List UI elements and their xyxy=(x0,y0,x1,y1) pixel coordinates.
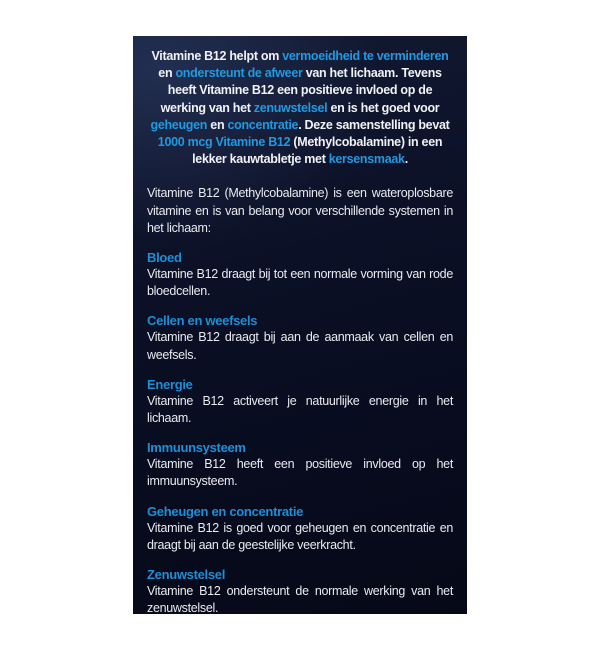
intro-text: . Deze samenstelling bevat xyxy=(298,117,450,132)
section-bloed xyxy=(147,249,453,300)
section-zenuwstelsel xyxy=(147,566,453,617)
intro-highlight-kersensmaak: kersensmaak xyxy=(328,152,405,167)
section-body-geheugen-en-concentratie: Vitamine B12 is goed voor geheugen en concentratie en draagt bij aan de geestelijke veerkracht. xyxy=(147,520,453,552)
intro-text: van het lichaam. Tevens heeft Vitamine B12 een positieve invloed op de werking van het xyxy=(160,66,442,115)
intro-text: en xyxy=(158,66,176,81)
section-geheugen-en-concentratie xyxy=(147,503,453,554)
intro-text: en xyxy=(207,117,228,132)
intro-highlight-geheugen: geheugen xyxy=(150,117,208,132)
intro-highlight-dosering: 1000 mcg Vitamine B12 xyxy=(157,135,291,150)
intro-paragraph xyxy=(147,48,453,168)
intro-text: Vitamine B12 helpt om xyxy=(151,49,283,63)
intro-highlight-vermoeidheid: vermoeidheid te verminderen xyxy=(282,49,449,63)
product-info-card xyxy=(133,36,467,614)
section-cellen-en-weefsels xyxy=(147,312,453,363)
section-body-immuunsysteem: Vitamine B12 heeft een positieve invloed op het immuunsysteem. xyxy=(147,457,453,489)
section-heading-geheugen-en-concentratie: Geheugen en concentratie xyxy=(147,503,304,519)
intro-highlight-zenuwstelsel: zenuwstelsel xyxy=(253,100,328,115)
section-body-energie: Vitamine B12 activeert je natuurlijke energie in het lichaam. xyxy=(147,393,453,426)
section-body-zenuwstelsel: Vitamine B12 ondersteunt de normale werking van het zenuwstelsel. xyxy=(147,584,453,616)
section-energie xyxy=(147,376,453,427)
intro-text: (Methylcobalamine) in een lekker kauwtabletje met xyxy=(192,135,443,167)
section-heading-bloed: Bloed xyxy=(147,250,182,266)
intro-text: en is het goed voor xyxy=(327,100,440,115)
intro-highlight-afweer: ondersteunt de afweer xyxy=(175,66,303,81)
section-heading-zenuwstelsel: Zenuwstelsel xyxy=(147,567,226,583)
intro-text: . xyxy=(404,152,408,167)
section-body-bloed: Vitamine B12 draagt bij tot een normale vorming van rode bloedcellen. xyxy=(147,267,453,299)
section-heading-cellen-en-weefsels: Cellen en weefsels xyxy=(147,313,258,329)
section-immuunsysteem xyxy=(147,439,453,490)
lead-paragraph: Vitamine B12 (Methylcobalamine) is een wateroplosbare vitamine en is van belang voor verschillende systemen in het lichaam: xyxy=(147,186,453,235)
section-heading-energie: Energie xyxy=(147,376,193,392)
intro-highlight-concentratie: concentratie xyxy=(227,117,299,132)
section-heading-immuunsysteem: Immuunsysteem xyxy=(147,440,246,456)
section-body-cellen-en-weefsels: Vitamine B12 draagt bij aan de aanmaak van cellen en weefsels. xyxy=(147,330,453,362)
